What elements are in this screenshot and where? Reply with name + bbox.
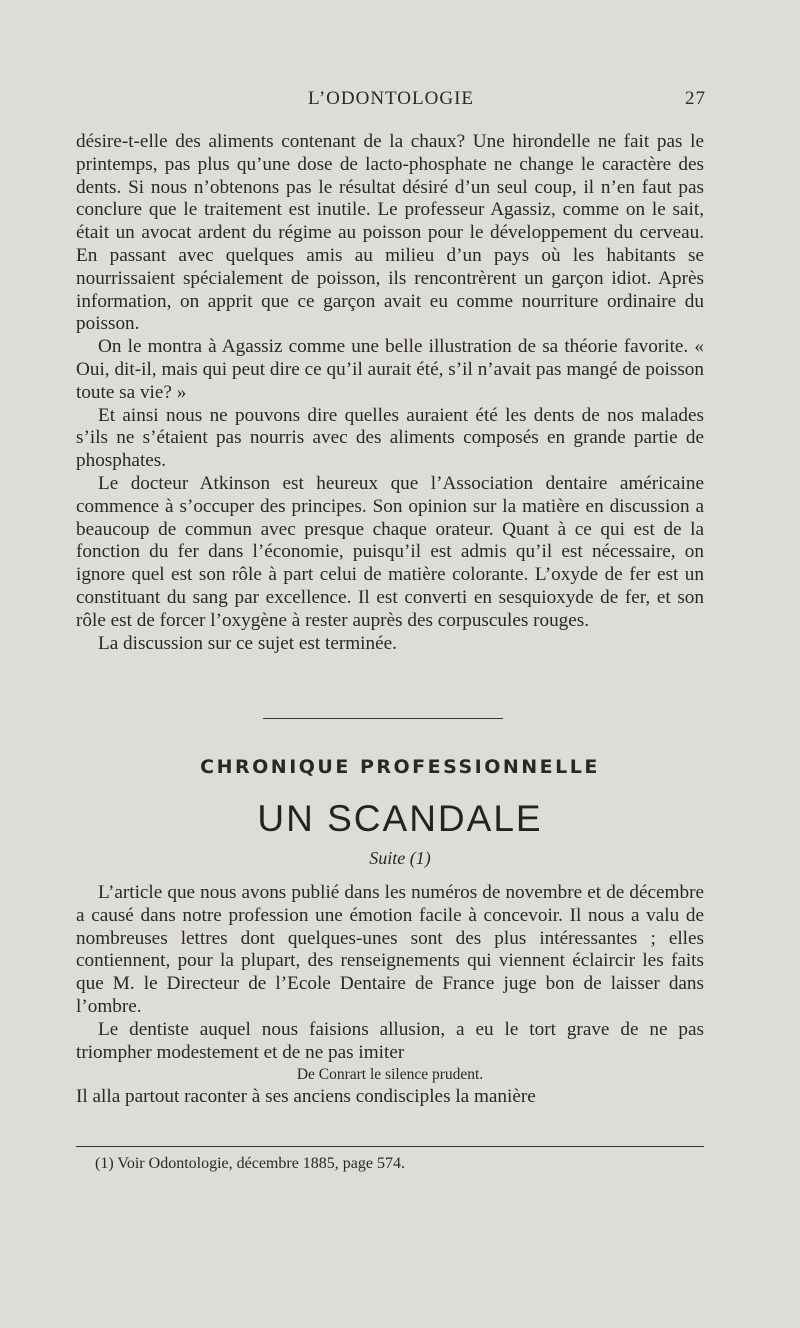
paragraph: Le dentiste auquel nous faisions allusion, a eu le tort grave de ne pas triompher modestement et de ne pas imiter (76, 1018, 704, 1063)
footnote-rule (76, 1146, 704, 1147)
section-divider (263, 718, 503, 719)
quotation: De Conrart le silence prudent. (296, 1066, 484, 1084)
paragraph: Il alla partout raconter à ses anciens condisciples la manière (76, 1086, 536, 1108)
running-title: L’ODONTOLOGIE (307, 88, 475, 109)
paragraph: On le montra à Agassiz comme une belle illustration de sa théorie favorite. « Oui, dit-il, mais qui peut dire ce qu’il aurait été, s’il n’avait pas mangé de poisson toute sa vie? » (76, 336, 704, 403)
article-title: UN SCANDALE (257, 798, 543, 839)
discussion-text (76, 131, 704, 655)
paragraph: Le docteur Atkinson est heureux que l’Association dentaire américaine commence à s’occuper des principes. Son opinion sur la matière en discussion a beaucoup de commun avec presque chaque orateur. Quant à ce qui est de la fonction du fer dans l’économie, puisqu’il est admis qu’il est nécessaire, on ignore quel est son rôle à part celui de matière colorante. L’oxyde de fer est un constituant du sang par excellence. Il est converti en sesquioxyde de fer, et son rôle est de forcer l’oxygène à rester auprès des corpuscules rouges. (76, 472, 704, 631)
article-subtitle: Suite (1) (369, 848, 431, 868)
running-header (76, 88, 706, 112)
paragraph: désire-t-elle des aliments contenant de la chaux? Une hirondelle ne fait pas le printemps, pas plus qu’une dose de lacto-phosphate ne change le caractère des dents. Si nous n’obtenons pas le résultat désiré d’un seul coup, il n’en faut pas conclure que le traitement est inutile. Le professeur Agassiz, comme on le sait, était un avocat ardent du régime au poisson pour le développement du cerveau. En passant avec quelques amis au milieu d’un pays où les habitants se nourrissaient spécialement de poisson, ils rencontrèrent un garçon idiot. Après information, on apprit que ce garçon avait eu comme nourriture ordinaire du poisson. (76, 131, 704, 335)
page-number: 27 (685, 88, 706, 109)
paragraph: Et ainsi nous ne pouvons dire quelles auraient été les dents de nos malades s’ils ne s’étaient pas nourris avec des aliments composés en grande partie de phosphates. (76, 404, 704, 472)
paragraph: L’article que nous avons publié dans les numéros de novembre et de décembre a causé dans notre profession une émotion facile à concevoir. Il nous a valu de nombreuses lettres dont quelques-unes sont des plus intéressantes ; elles contiennent, pour la plupart, des renseignements qui viennent éclaircir les faits que M. le Directeur de l’Ecole Dentaire de France juge bon de laisser dans l’ombre. (76, 882, 704, 1017)
section-heading: CHRONIQUE PROFESSIONNELLE (200, 756, 600, 778)
paragraph: La discussion sur ce sujet est terminée. (98, 632, 397, 654)
footnote: (1) Voir Odontologie, décembre 1885, page 574. (95, 1155, 406, 1172)
article-text (76, 882, 704, 1109)
